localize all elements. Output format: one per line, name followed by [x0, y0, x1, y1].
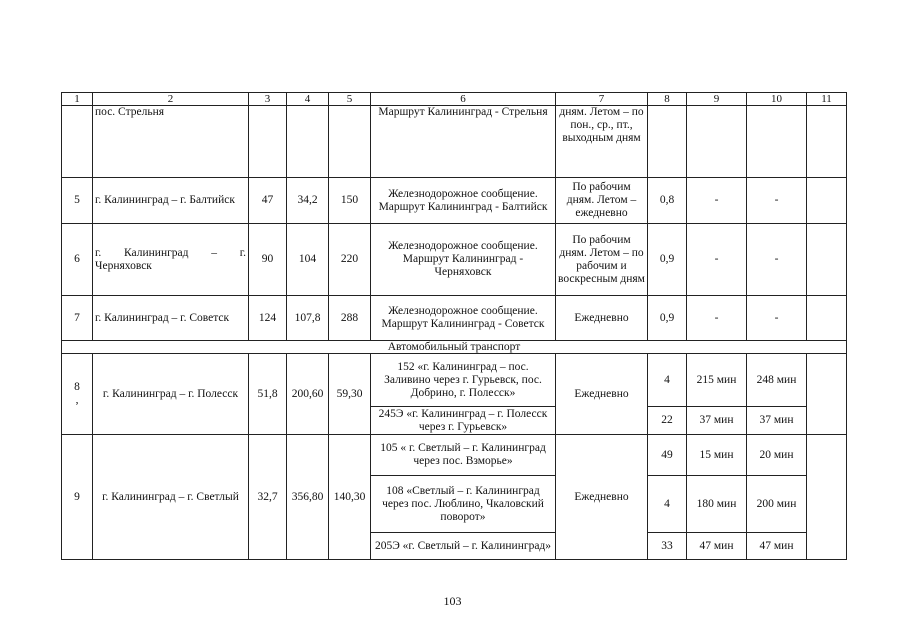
table-cell	[687, 106, 747, 178]
route-cell: Железнодорожное сообщение. Маршрут Калининград - Балтийск	[371, 178, 556, 224]
table-cell: -	[747, 296, 807, 341]
table-cell: 124	[249, 296, 287, 341]
header-cell: 2	[93, 93, 249, 106]
route-cell: Железнодорожное сообщение. Маршрут Калининград - Черняховск	[371, 224, 556, 296]
table-cell: 15 мин	[687, 435, 747, 476]
row-number-mark: ,	[75, 394, 79, 406]
route-cell: 245Э «г. Калининград – г. Полесск через г. Гурьевск»	[371, 407, 556, 435]
header-cell: 9	[687, 93, 747, 106]
table-cell	[807, 435, 847, 560]
table-cell: 20 мин	[747, 435, 807, 476]
table-cell: 0,9	[648, 296, 687, 341]
table-cell	[807, 354, 847, 435]
table-cell: 47 мин	[687, 533, 747, 560]
route-cell: 108 «Светлый – г. Калининград через пос. Люблино, Чкаловский поворот»	[371, 476, 556, 533]
table-cell	[807, 296, 847, 341]
table-row	[62, 224, 847, 296]
header-cell: 4	[287, 93, 329, 106]
table-row	[62, 435, 847, 476]
table-cell: 356,80	[287, 435, 329, 560]
table-cell: 90	[249, 224, 287, 296]
table-cell	[249, 106, 287, 178]
table-cell: -	[687, 296, 747, 341]
table-cell: 288	[329, 296, 371, 341]
table-cell: 47	[249, 178, 287, 224]
table-cell: 0,9	[648, 224, 687, 296]
table-cell: 47 мин	[747, 533, 807, 560]
route-cell: 105 « г. Светлый – г. Калининград через пос. Взморье»	[371, 435, 556, 476]
locality-cell: г. Калининград – г. Полесск	[93, 354, 249, 435]
header-cell: 5	[329, 93, 371, 106]
table-cell: 104	[287, 224, 329, 296]
schedule-cell: Ежедневно	[556, 354, 648, 435]
row-number	[62, 354, 93, 435]
schedule-cell: Ежедневно	[556, 435, 648, 560]
route-cell: Железнодорожное сообщение. Маршрут Калининград - Советск	[371, 296, 556, 341]
table-cell	[807, 178, 847, 224]
table-cell: 200,60	[287, 354, 329, 435]
header-cell: 6	[371, 93, 556, 106]
route-cell: Маршрут Калининград - Стрельня	[371, 106, 556, 178]
table-cell: 248 мин	[747, 354, 807, 407]
table-cell: 220	[329, 224, 371, 296]
table-cell: 37 мин	[747, 407, 807, 435]
table-cell: 49	[648, 435, 687, 476]
table-cell: -	[747, 224, 807, 296]
table-cell: 32,7	[249, 435, 287, 560]
table-cell: 4	[648, 354, 687, 407]
table-cell	[648, 106, 687, 178]
table-cell: -	[687, 178, 747, 224]
table-cell: 34,2	[287, 178, 329, 224]
row-number	[62, 106, 93, 178]
header-cell: 11	[807, 93, 847, 106]
row-number: 7	[62, 296, 93, 341]
table-cell: 59,30	[329, 354, 371, 435]
header-cell: 1	[62, 93, 93, 106]
table-cell	[329, 106, 371, 178]
table-cell	[747, 106, 807, 178]
table-cell: 37 мин	[687, 407, 747, 435]
table-cell: -	[747, 178, 807, 224]
row-number: 6	[62, 224, 93, 296]
table-cell: -	[687, 224, 747, 296]
table-cell: 215 мин	[687, 354, 747, 407]
table-cell: 107,8	[287, 296, 329, 341]
schedule-cell: дням. Летом – по пон., ср., пт., выходным дням	[556, 106, 648, 178]
table-cell	[807, 106, 847, 178]
table-cell: 0,8	[648, 178, 687, 224]
table-cell: 140,30	[329, 435, 371, 560]
header-cell: 10	[747, 93, 807, 106]
schedule-cell: По рабочим дням. Летом – ежедневно	[556, 178, 648, 224]
route-cell: 205Э «г. Светлый – г. Калининград»	[371, 533, 556, 560]
page-number: 103	[443, 594, 462, 608]
transport-table	[61, 92, 847, 560]
row-number: 9	[62, 435, 93, 560]
locality-cell: г. Калининград – г. Черняховск	[93, 224, 249, 296]
table-row	[62, 354, 847, 407]
table-row	[62, 296, 847, 341]
schedule-cell: Ежедневно	[556, 296, 648, 341]
locality-cell: г. Калининград – г. Балтийск	[93, 178, 249, 224]
route-cell: 152 «г. Калининград – пос. Заливино через г. Гурьевск, пос. Добрино, г. Полесск»	[371, 354, 556, 407]
table-cell: 51,8	[249, 354, 287, 435]
table-cell	[287, 106, 329, 178]
table-row	[62, 106, 847, 178]
header-cell: 3	[249, 93, 287, 106]
row-number: 5	[62, 178, 93, 224]
row-number-value: 8	[74, 381, 80, 393]
section-row	[62, 341, 847, 354]
table-cell	[807, 224, 847, 296]
section-heading: Автомобильный транспорт	[62, 341, 847, 354]
locality-cell: г. Калининград – г. Светлый	[93, 435, 249, 560]
table-cell: 4	[648, 476, 687, 533]
locality-cell: г. Калининград – г. Советск	[93, 296, 249, 341]
table-cell: 22	[648, 407, 687, 435]
schedule-cell: По рабочим дням. Летом – по рабочим и воскресным дням	[556, 224, 648, 296]
table-cell: 150	[329, 178, 371, 224]
table-cell: 33	[648, 533, 687, 560]
header-cell: 8	[648, 93, 687, 106]
header-row	[62, 93, 847, 106]
locality-cell: пос. Стрельня	[93, 106, 249, 178]
table-row	[62, 178, 847, 224]
table-cell: 200 мин	[747, 476, 807, 533]
header-cell: 7	[556, 93, 648, 106]
table-cell: 180 мин	[687, 476, 747, 533]
